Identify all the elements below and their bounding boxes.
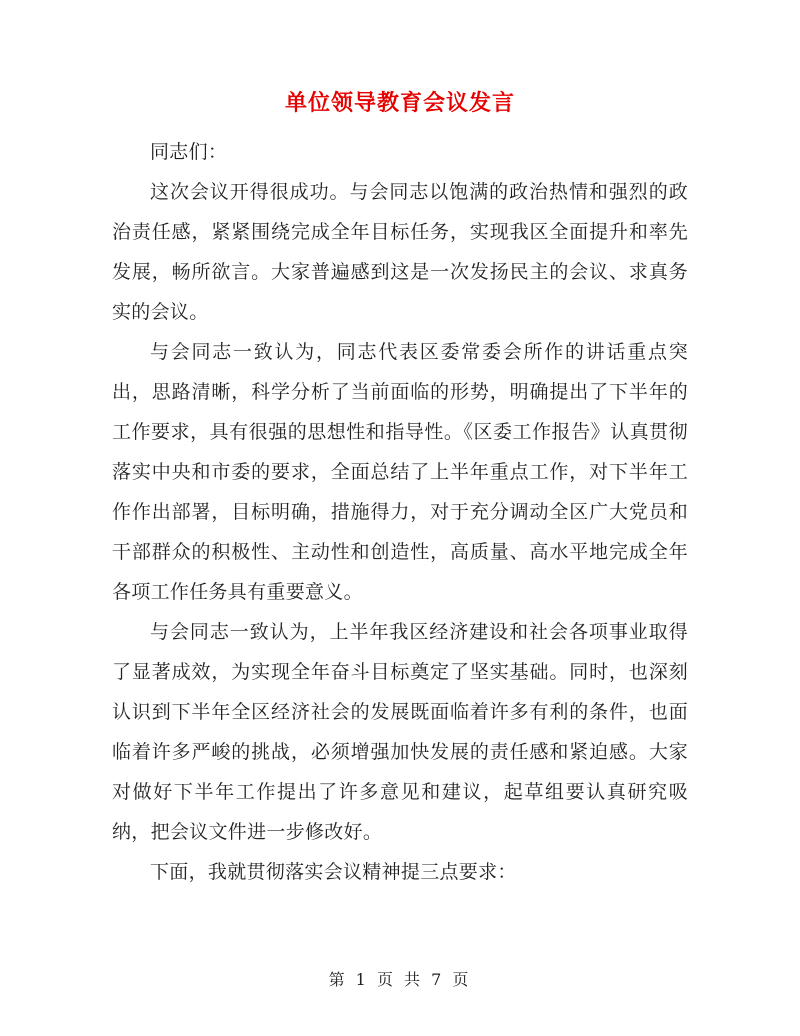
salutation: 同志们： [150,141,228,163]
paragraph-speech-evaluation: 与会同志一致认为，同志代表区委常委会所作的讲话重点突出，思路清晰，科学分析了当前面临的形势，明确提出了下半年的工作要求，具有很强的思想性和指导性。《区委工作报告》认真贯彻落实中央和市委的要求，全面总结了上半年重点工作，对下半年工作作出部署，目标明确，措施得力，对于充分调动全区广大党员和干部群众的积极性、主动性和创造性，高质量、高水平地完成全年各项工作任务具有重要意义。 [112,341,688,603]
document-content [112,88,688,892]
paragraph-meeting-success: 这次会议开得很成功。与会同志以饱满的政治热情和强烈的政治责任感，紧紧围绕完成全年目标任务，实现我区全面提升和率先发展，畅所欲言。大家普遍感到这是一次发扬民主的会议、求真务实的会议。 [112,181,688,323]
paragraph-achievements-challenges: 与会同志一致认为，上半年我区经济建设和社会各项事业取得了显著成效，为实现全年奋斗目标奠定了坚实基础。同时，也深刻认识到下半年全区经济社会的发展既面临着许多有利的条件，也面临着许多严峻的挑战，必须增强加快发展的责任感和紧迫感。大家对做好下半年工作提出了许多意见和建议，起草组要认真研究吸纳，把会议文件进一步修改好。 [112,621,688,843]
document-title: 单位领导教育会议发言 [284,91,515,116]
paragraph-three-requirements-intro: 下面，我就贯彻落实会议精神提三点要求： [150,861,517,883]
page-number-footer: 第 1 页 共 7 页 [328,970,472,989]
